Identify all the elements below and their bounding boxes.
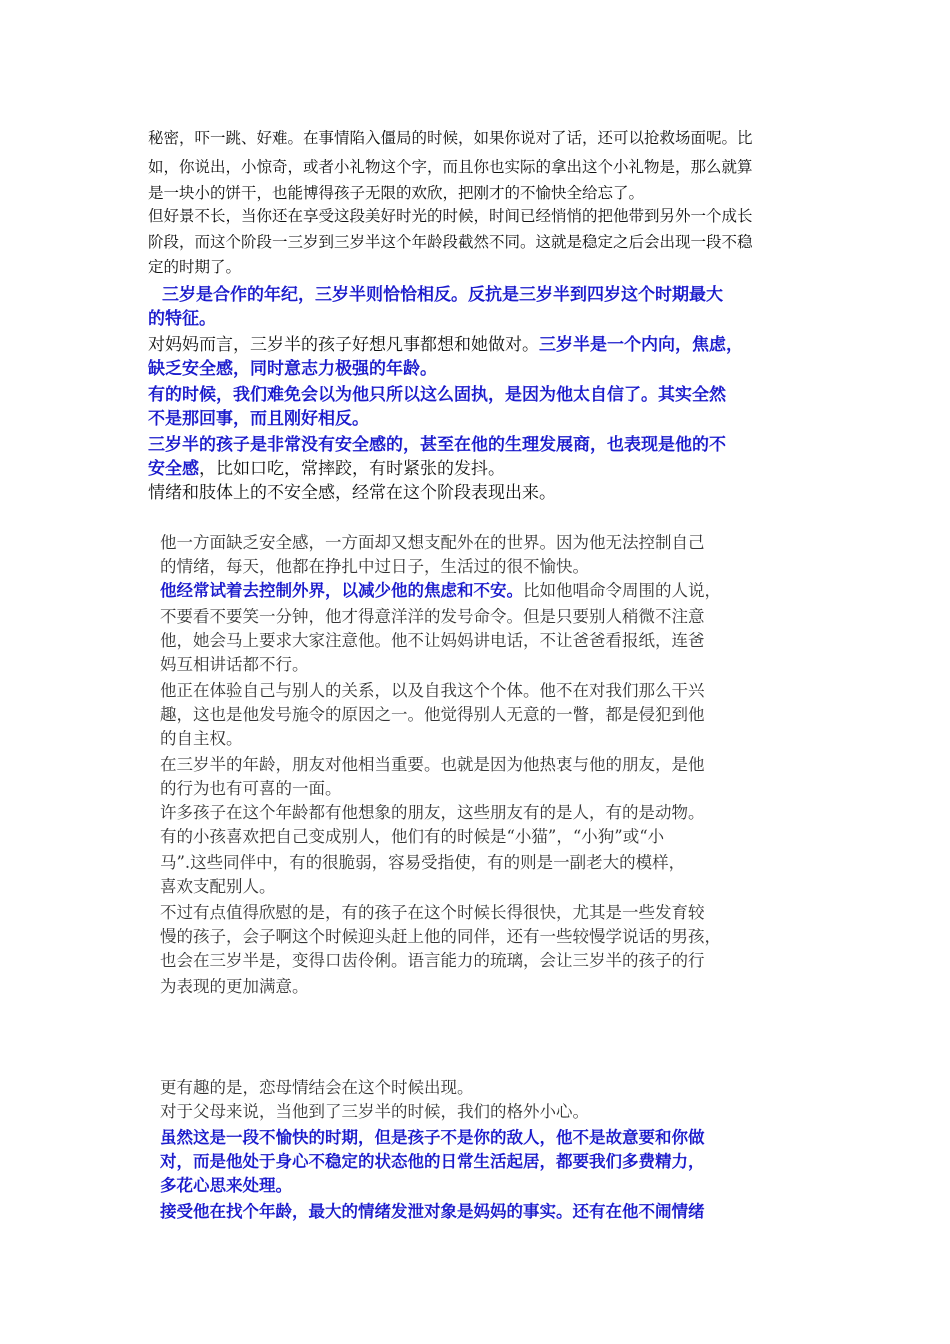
para-line: 的情绪，每天，他都在挣扎中过日子，生活过的很不愉快。 — [160, 557, 589, 576]
para-line: 的自主权。 — [160, 729, 243, 748]
para-line: 为表现的更加满意。 — [160, 977, 309, 996]
mixed-line — [148, 330, 743, 355]
para-line: 也会在三岁半是，变得口齿伶俐。语言能力的琉璃，会让三岁半的孩子的行 — [160, 951, 705, 970]
para-line: 阶段，而这个阶段一三岁到三岁半这个年龄段截然不同。这就是稳定之后会出现一段不稳 — [148, 233, 753, 251]
para-line: 趣，这也是他发号施令的原因之一。他觉得别人无意的一瞥，都是侵犯到他 — [160, 705, 705, 724]
para-line: 许多孩子在这个年龄都有他想象的朋友，这些朋友有的是人，有的是动物。 — [160, 803, 705, 822]
plain-span: 对妈妈而言，三岁半的孩子好想凡事都想和她做对。 — [148, 335, 539, 355]
highlight-line: 接受他在找个年龄，最大的情绪发泄对象是妈妈的事实。还有在他不闹情绪 — [160, 1202, 705, 1221]
para-line: 但好景不长，当你还在享受这段美好时光的时候，时间已经悄悄的把他带到另外一个成长 — [148, 207, 753, 225]
highlight-line: 对，而是他处于身心不稳定的状态他的日常生活起居，都要我们多费精力， — [160, 1152, 705, 1171]
para-line: 如，你说出，小惊奇，或者小礼物这个字，而且你也实际的拿出这个小礼物是，那么就算 — [148, 158, 753, 176]
para-line: 定的时期了。 — [148, 258, 242, 276]
para-line: 是一块小的饼干，也能博得孩子无限的欢欣，把刚才的不愉快全给忘了。 — [148, 184, 645, 202]
para-line: 马”.这些同伴中，有的很脆弱，容易受指使，有的则是一副老大的模样， — [160, 853, 686, 872]
highlight-line: 不是那回事，而且刚好相反。 — [148, 409, 369, 429]
para-line: 在三岁半的年龄，朋友对他相当重要。也就是因为他热衷与他的朋友，是他 — [160, 755, 705, 774]
highlight-line: 三岁半的孩子是非常没有安全感的，甚至在他的生理发展商，也表现是他的不 — [148, 435, 726, 455]
para-line: 更有趣的是，恋母情结会在这个时候出现。 — [160, 1078, 474, 1097]
mixed-line — [160, 577, 721, 601]
highlight-line: 多花心思来处理。 — [160, 1176, 292, 1195]
para-line: 喜欢支配别人。 — [160, 877, 276, 896]
highlight-span: 他经常试着去控制外界，以减少他的焦虑和不安。 — [160, 581, 523, 600]
para-line: 有的小孩喜欢把自己变成别人，他们有的时候是“小猫”，“小狗”或“小 — [160, 827, 665, 846]
para-line: 他正在体验自己与别人的关系，以及自我这个个体。他不在对我们那么干兴 — [160, 681, 705, 700]
mixed-line — [148, 454, 505, 479]
para-line: 他一方面缺乏安全感，一方面却又想支配外在的世界。因为他无法控制自己 — [160, 533, 705, 552]
para-line: 妈互相讲话都不行。 — [160, 655, 309, 674]
para-line: 的行为也有可喜的一面。 — [160, 779, 342, 798]
highlight-span: 三岁半是一个内向，焦虑， — [539, 335, 743, 355]
highlight-line: 的特征。 — [148, 309, 216, 329]
plain-span: 比如他唱命令周围的人说， — [523, 581, 721, 600]
para-line: 慢的孩子，会子啊这个时候迎头赶上他的同伴，还有一些较慢学说话的男孩， — [160, 927, 721, 946]
highlight-span: 安全感 — [148, 459, 199, 479]
highlight-line: 缺乏安全感，同时意志力极强的年龄。 — [148, 359, 437, 379]
highlight-line: 有的时候，我们难免会以为他只所以这么固执，是因为他太自信了。其实全然 — [148, 385, 726, 405]
para-line: 他，她会马上要求大家注意他。他不让妈妈讲电话，不让爸爸看报纸，连爸 — [160, 631, 705, 650]
highlight-line: 虽然这是一段不愉快的时期，但是孩子不是你的敌人，他不是故意要和你做 — [160, 1128, 705, 1147]
para-line: 不要看不要笑一分钟，他才得意洋洋的发号命令。但是只要别人稍微不注意 — [160, 607, 705, 626]
para-line: 对于父母来说，当他到了三岁半的时候，我们的格外小心。 — [160, 1102, 589, 1121]
para-line: 情绪和肢体上的不安全感，经常在这个阶段表现出来。 — [148, 483, 556, 503]
para-line: 不过有点值得欣慰的是，有的孩子在这个时候长得很快，尤其是一些发育较 — [160, 903, 705, 922]
highlight-line: 三岁是合作的年纪，三岁半则恰恰相反。反抗是三岁半到四岁这个时期最大 — [162, 285, 723, 305]
para-line: 秘密，吓一跳、好难。在事情陷入僵局的时候，如果你说对了话，还可以抢救场面呢。比 — [148, 129, 753, 147]
plain-span: ，比如口吃，常摔跤，有时紧张的发抖。 — [199, 459, 505, 479]
